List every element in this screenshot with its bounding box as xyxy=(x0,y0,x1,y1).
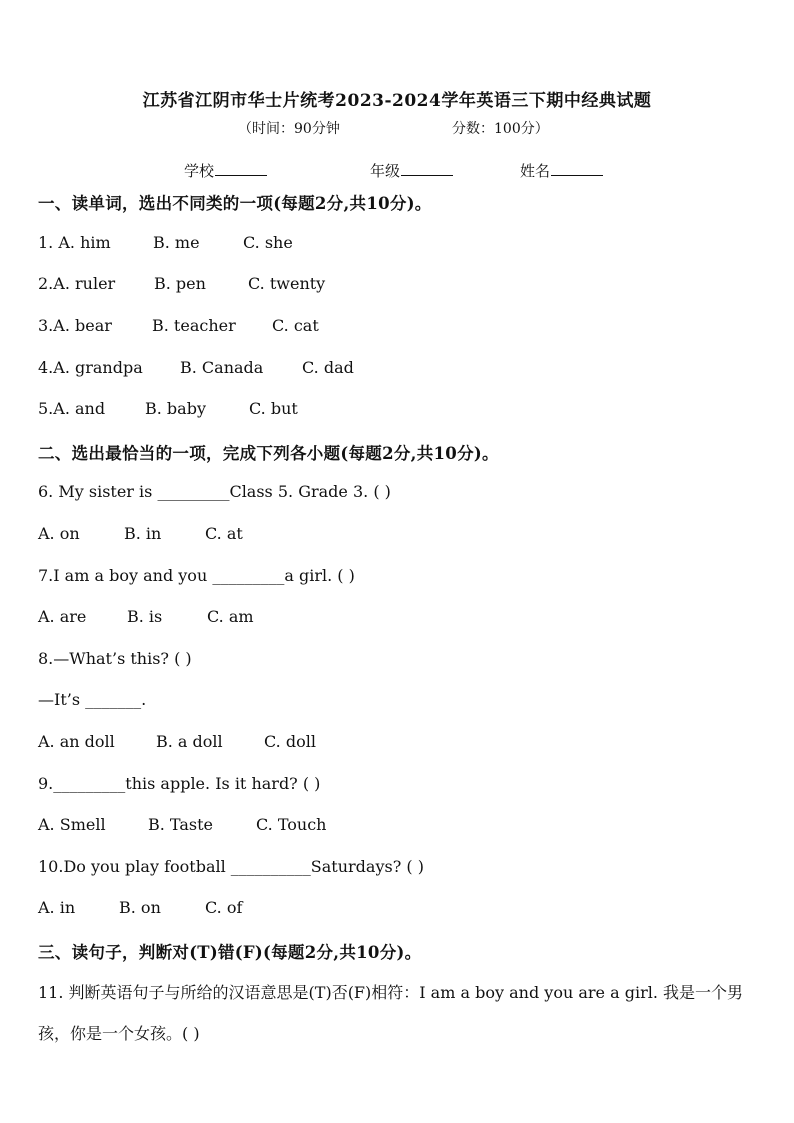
q1-option-a: 1. A. him xyxy=(38,233,111,252)
q9-option-a: A. Smell xyxy=(38,815,106,834)
q9-option-b: B. Taste xyxy=(148,815,214,834)
school-field xyxy=(184,160,267,181)
grade-field xyxy=(370,160,453,181)
exam-score: 分数：100分） xyxy=(452,121,549,137)
page-title: 江苏省江阴市华士片统考2023-2024学年英语三下期中经典试题 xyxy=(142,91,652,111)
q3-option-a: 3.A. bear xyxy=(38,316,112,335)
section3-heading: 三、读句子，判断对(T)错(F)(每题2分,共10分)。 xyxy=(38,943,422,962)
q10-option-b: B. on xyxy=(119,898,161,917)
question-10-stem: 10.Do you play football __________Saturdays? ( ) xyxy=(38,857,424,876)
q4-option-c: C. dad xyxy=(302,358,354,377)
grade-blank[interactable] xyxy=(401,161,453,176)
q5-option-a: 5.A. and xyxy=(38,399,106,418)
q2-option-a: 2.A. ruler xyxy=(38,274,116,293)
q6-option-a: A. on xyxy=(38,524,80,543)
q8-option-a: A. an doll xyxy=(38,732,115,751)
exam-time: （时间：90分钟 xyxy=(238,121,340,137)
q2-option-c: C. twenty xyxy=(248,274,326,293)
q5-option-c: C. but xyxy=(249,399,298,418)
q3-option-c: C. cat xyxy=(272,316,319,335)
question-11: 11. 判断英语句子与所给的汉语意思是(T)否(F)相符：I am a boy and you are a girl. 我是一个男孩，你是一个女孩。( ) xyxy=(38,983,744,1043)
q7-option-c: C. am xyxy=(207,607,254,626)
q10-option-c: C. of xyxy=(205,898,243,917)
q1-option-b: B. me xyxy=(153,233,200,252)
q7-option-a: A. are xyxy=(38,607,87,626)
q6-option-c: C. at xyxy=(205,524,243,543)
q7-option-b: B. is xyxy=(127,607,163,626)
q4-option-a: 4.A. grandpa xyxy=(38,358,143,377)
name-blank[interactable] xyxy=(551,161,603,176)
q6-option-b: B. in xyxy=(124,524,162,543)
question-7-stem: 7.I am a boy and you _________a girl. ( ) xyxy=(38,566,355,585)
question-8-stem: 8.—What’s this? ( ) xyxy=(38,649,192,668)
section2-heading: 二、选出最恰当的一项，完成下列各小题(每题2分,共10分)。 xyxy=(38,444,499,463)
school-blank[interactable] xyxy=(215,161,267,176)
question-9-stem: 9._________this apple. Is it hard? ( ) xyxy=(38,774,321,793)
section1-heading: 一、读单词，选出不同类的一项(每题2分,共10分)。 xyxy=(38,194,432,213)
q8-option-b: B. a doll xyxy=(156,732,223,751)
q9-option-c: C. Touch xyxy=(256,815,327,834)
grade-label: 年级 xyxy=(370,162,401,180)
question-6-stem: 6. My sister is _________Class 5. Grade 3. ( ) xyxy=(38,482,391,501)
q5-option-b: B. baby xyxy=(145,399,206,418)
q4-option-b: B. Canada xyxy=(180,358,264,377)
question-8-stem-2: —It’s _______. xyxy=(38,690,147,709)
q2-option-b: B. pen xyxy=(154,274,206,293)
q8-option-c: C. doll xyxy=(264,732,316,751)
q1-option-c: C. she xyxy=(243,233,293,252)
name-label: 姓名 xyxy=(520,162,551,180)
school-label: 学校 xyxy=(184,162,215,180)
name-field xyxy=(520,160,603,181)
q3-option-b: B. teacher xyxy=(152,316,236,335)
q10-option-a: A. in xyxy=(38,898,76,917)
